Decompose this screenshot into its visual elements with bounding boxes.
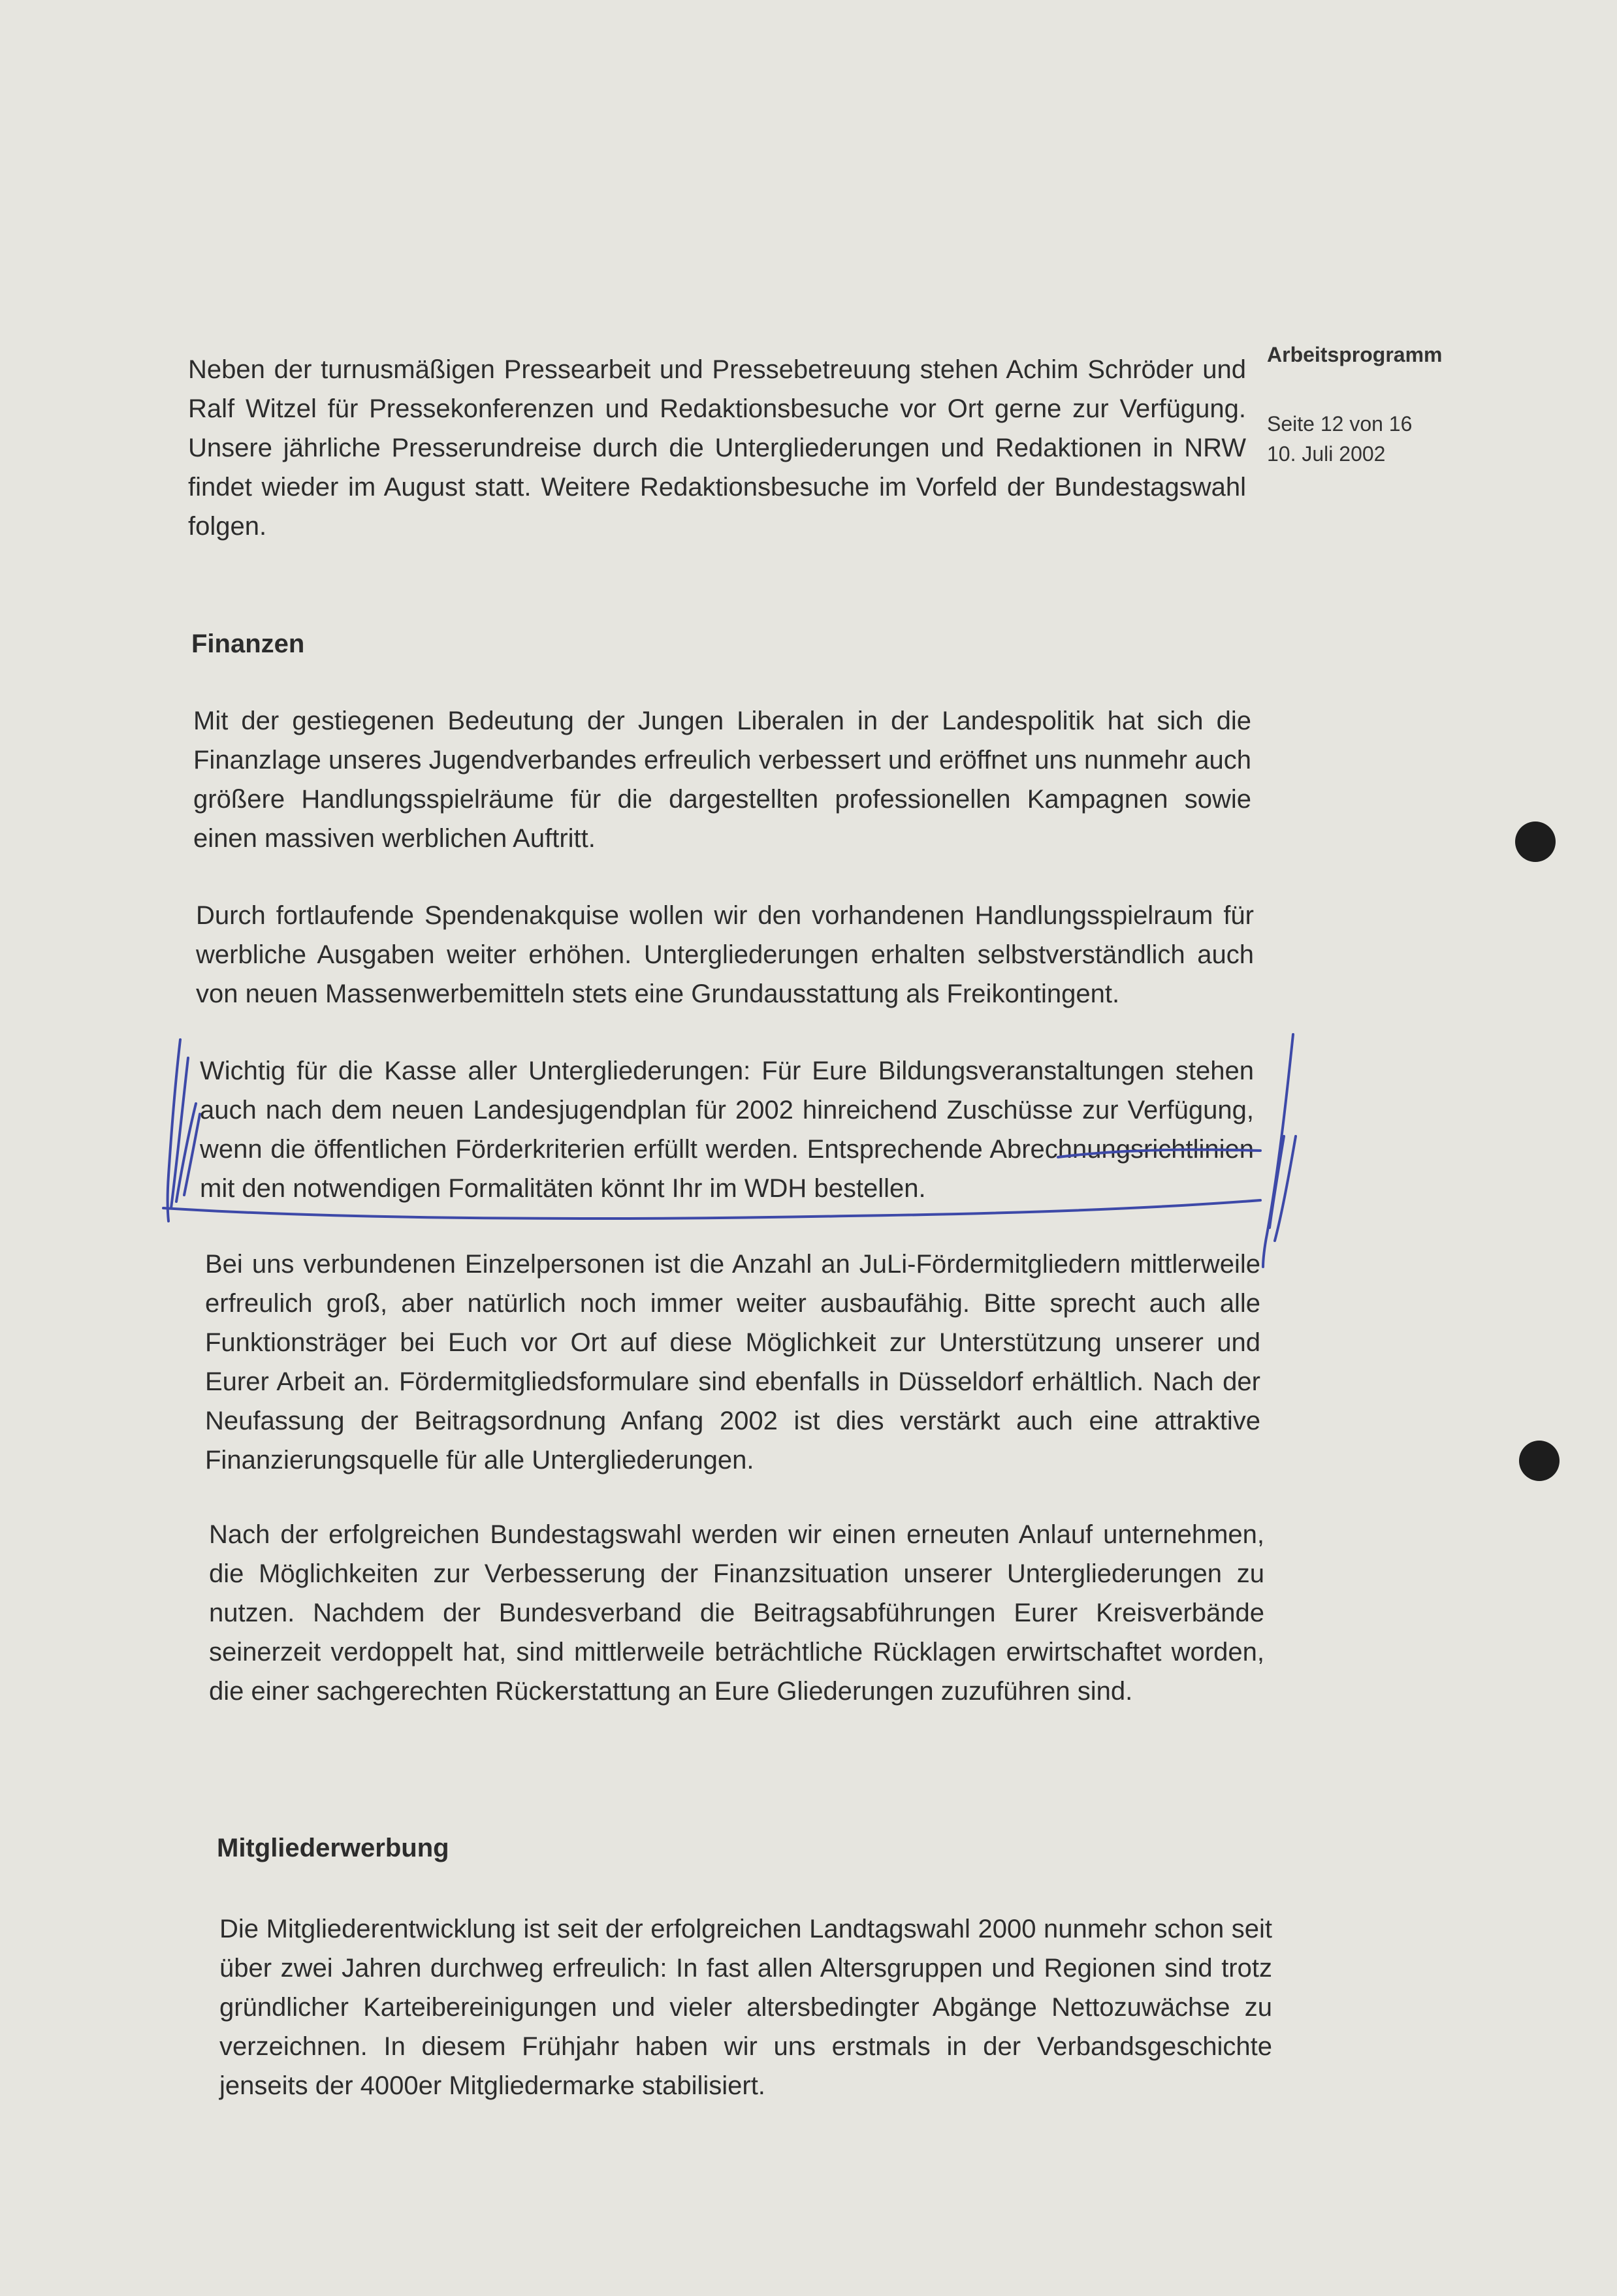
left-margin-mark	[176, 1104, 196, 1202]
finanzen-heading: Finanzen	[191, 630, 305, 658]
right-margin-mark	[1263, 1034, 1293, 1267]
left-margin-mark	[184, 1114, 200, 1195]
right-margin-mark	[1270, 1136, 1284, 1228]
finanzen-paragraph-1: Mit der gestiegenen Bedeutung der Jungen Liberalen in der Landespolitik hat sich die Finanzlage unseres Jugendverbandes erfreulich verbessert und eröffnet uns nunmehr auch größere Handlungsspielräume für die dargestellten professionellen Kampagnen sowie einen massiven werblichen Auftritt.	[193, 707, 1251, 853]
page-sidebar	[1267, 340, 1482, 469]
mitgliederwerbung-heading: Mitgliederwerbung	[217, 1834, 449, 1862]
punch-hole-top	[1515, 821, 1556, 862]
punch-hole-bottom	[1519, 1441, 1560, 1481]
left-margin-mark	[171, 1058, 188, 1208]
mitglieder-paragraph-1: Die Mitgliederentwicklung ist seit der erfolgreichen Landtagswahl 2000 nunmehr schon seit über zwei Jahren durchweg erfreulich: In fast allen Altersgruppen und Regionen sind trotz gründlicher Karteibereinigungen und vieler altersbedingter Abgänge Nettozuwächse zu verzeichnen. In diesem Frühjahr haben wir uns erstmals in der Verbandsgeschichte jenseits der 4000er Mitgliedermarke stabilisiert.	[219, 1915, 1272, 2100]
right-margin-mark	[1275, 1136, 1296, 1241]
press-paragraph: Neben der turnusmäßigen Pressearbeit und Pressebetreuung stehen Achim Schröder und Ralf Witzel für Pressekonferenzen und Redaktionsbesuche vor Ort gerne zur Verfügung. Unsere jährliche Presserundreise durch die Untergliederungen und Redaktionen in NRW findet wieder im August statt. Weitere Redaktionsbesuche im Vorfeld der Bundestagswahl folgen.	[188, 355, 1246, 541]
finanzen-paragraph-3: Wichtig für die Kasse aller Untergliederungen: Für Eure Bildungsveranstaltungen stehen auch nach dem neuen Landesjugendplan für 2002 hinreichend Zuschüsse zur Verfügung, wenn die öffentlichen Förderkriterien erfüllt werden. Entsprechende Abrechnungsrichtlinien mit den notwendigen Formalitäten könnt Ihr im WDH bestellen.	[200, 1057, 1254, 1203]
finanzen-paragraph-5: Nach der erfolgreichen Bundestagswahl werden wir einen erneuten Anlauf unternehmen, die Möglichkeiten zur Verbesserung der Finanzsituation unserer Untergliederungen zu nutzen. Nachdem der Bundesverband die Beitragsabführungen Eurer Kreisverbände seinerzeit verdoppelt hat, sind mittlerweile beträchtliche Rücklagen erwirtschaftet worden, die einer sachgerechten Rückerstattung an Eure Gliederungen zuzuführen sind.	[209, 1520, 1264, 1706]
document-title: Arbeitsprogramm	[1267, 343, 1443, 366]
document-date: 10. Juli 2002	[1267, 442, 1386, 466]
left-margin-mark	[168, 1040, 181, 1221]
finanzen-paragraph-4: Bei uns verbundenen Einzelpersonen ist die Anzahl an JuLi-Fördermitgliedern mittlerweile erfreulich groß, aber natürlich noch immer weiter ausbaufähig. Bitte sprecht auch alle Funktionsträger bei Euch vor Ort auf diese Möglichkeit zur Unterstützung unserer und Eurer Arbeit an. Fördermitgliedsformulare sind ebenfalls in Düsseldorf erhältlich. Nach der Neufassung der Beitragsordnung Anfang 2002 ist dies verstärkt auch eine attraktive Finanzierungsquelle für alle Untergliederungen.	[205, 1250, 1260, 1475]
page-number: Seite 12 von 16	[1267, 412, 1413, 436]
finanzen-paragraph-2: Durch fortlaufende Spendenakquise wollen wir den vorhandenen Handlungsspielraum für werbliche Ausgaben weiter erhöhen. Untergliederungen erhalten selbstverständlich auch von neuen Massenwerbemitteln stets eine Grundausstattung als Freikontingent.	[196, 901, 1254, 1008]
